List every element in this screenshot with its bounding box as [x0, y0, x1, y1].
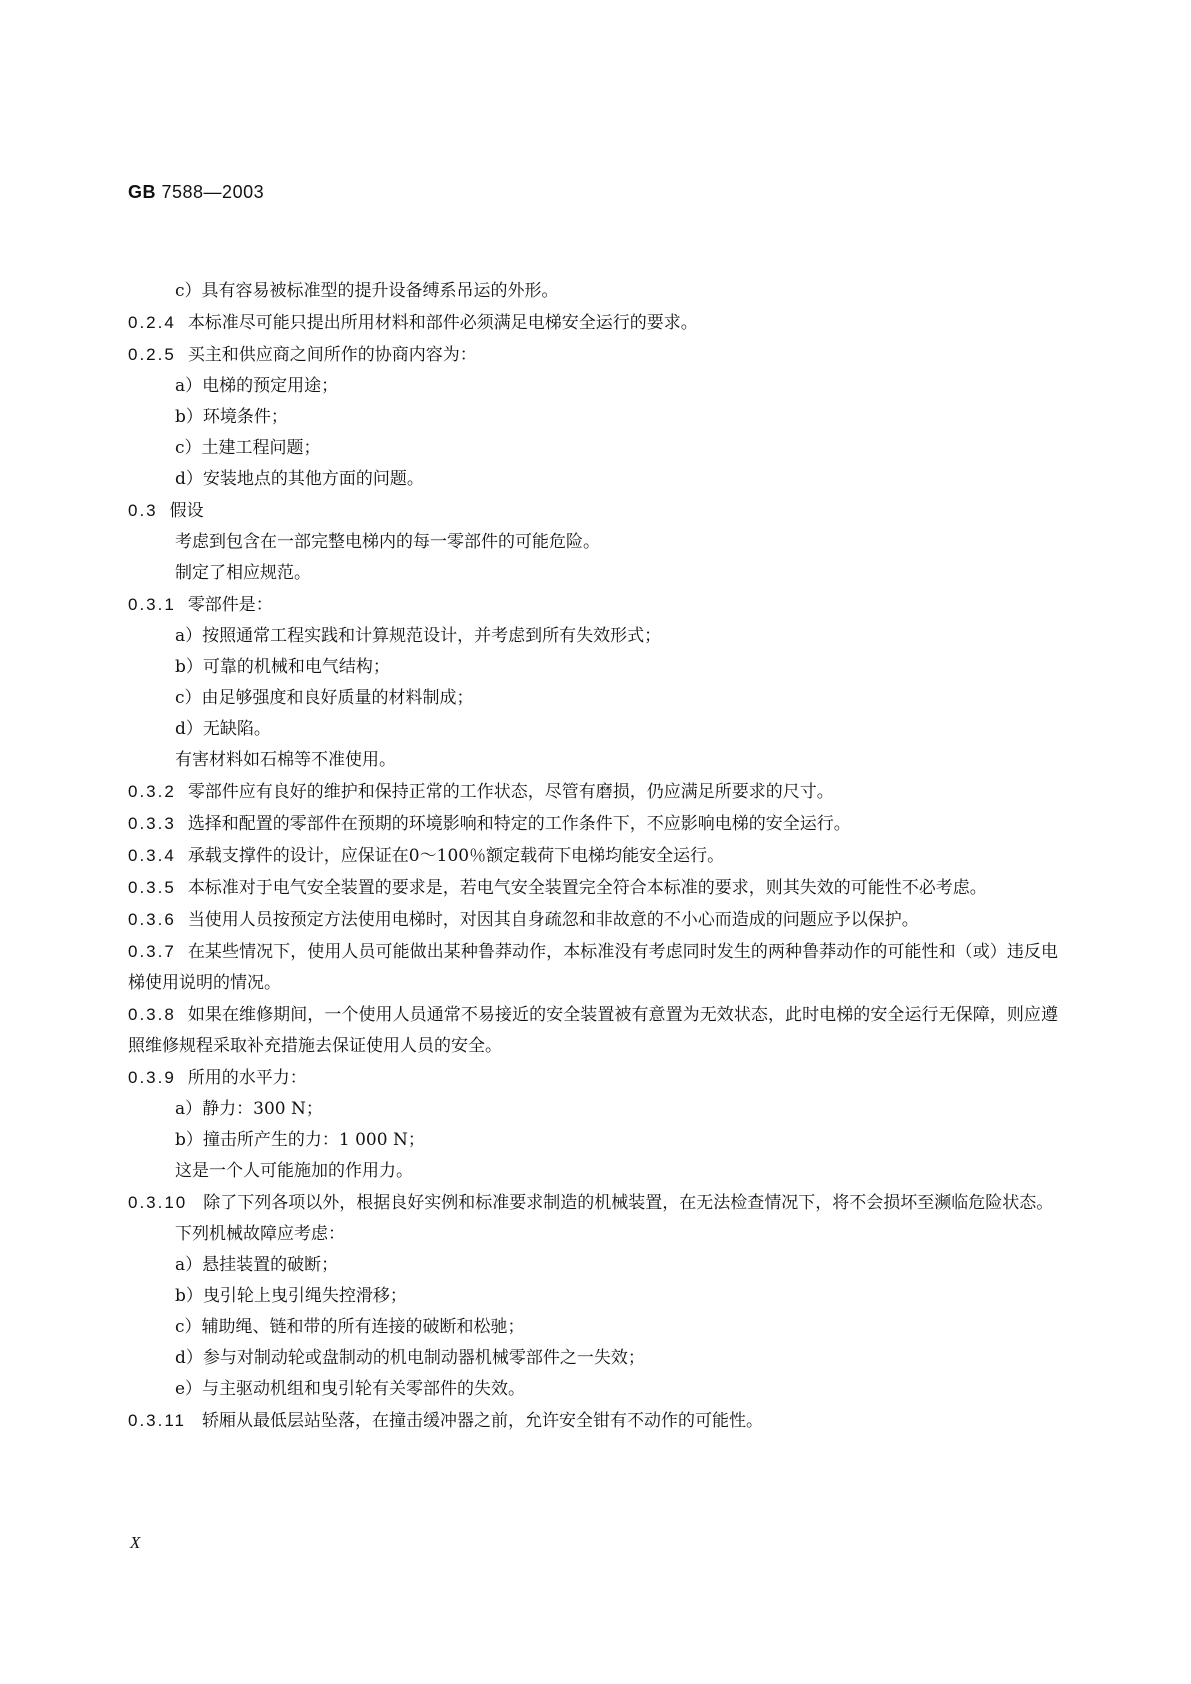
- clause-number: 0.2.4: [128, 313, 176, 332]
- clause-text: 有害材料如石棉等不准使用。: [175, 750, 396, 770]
- paragraph-line: [128, 433, 1058, 464]
- standard-code: GB: [128, 182, 156, 202]
- clause-text: a）电梯的预定用途；: [175, 376, 339, 396]
- paragraph-line: [128, 371, 1058, 402]
- clause-0-3-8: [128, 999, 1058, 1062]
- clause-0-3-9: [128, 1062, 1058, 1094]
- clause-text: c）具有容易被标准型的提升设备缚系吊运的外形。: [175, 281, 559, 301]
- paragraph-line: [128, 464, 1058, 495]
- paragraph-line: [128, 1343, 1058, 1374]
- clause-text: 选择和配置的零部件在预期的环境影响和特定的工作条件下，不应影响电梯的安全运行。: [187, 814, 851, 834]
- clause-text: a）静力：300 N；: [175, 1099, 323, 1119]
- clause-0-3-2: [128, 776, 1058, 808]
- paragraph-line: [128, 1094, 1058, 1125]
- clause-number: 0.3.6: [128, 910, 176, 929]
- clause-text: 除了下列各项以外，根据良好实例和标准要求制造的机械装置，在无法检查情况下，将不会损坏至濒临危险状态。: [203, 1193, 1054, 1213]
- paragraph-line: [128, 652, 1058, 683]
- clause-text: 如果在维修期间，一个使用人员通常不易接近的安全装置被有意置为无效状态，此时电梯的安全运行无保障，则应遵照维修规程采取补充措施去保证使用人员的安全。: [128, 1005, 1058, 1056]
- clause-text: c）由足够强度和良好质量的材料制成；: [175, 688, 474, 708]
- clause-0-3-4: [128, 840, 1058, 872]
- paragraph-line: [128, 276, 1058, 307]
- clause-0-3-11: [128, 1405, 1058, 1437]
- clause-text: d）安装地点的其他方面的问题。: [175, 469, 424, 489]
- paragraph-line: [128, 1219, 1058, 1250]
- clause-text: b）撞击所产生的力：1 000 N；: [175, 1130, 425, 1150]
- clause-number: 0.3.5: [128, 878, 176, 897]
- clause-number: 0.3.1: [128, 595, 176, 614]
- paragraph-line: [128, 621, 1058, 652]
- clause-text: 所用的水平力：: [187, 1068, 307, 1088]
- clause-text: 制定了相应规范。: [175, 563, 311, 583]
- clause-0-3-3: [128, 808, 1058, 840]
- clause-0-3: [128, 495, 1058, 527]
- clause-0-3-7: [128, 936, 1058, 999]
- clause-text: e）与主驱动机组和曳引轮有关零部件的失效。: [175, 1379, 526, 1399]
- clause-number: 0.3.10: [128, 1193, 188, 1212]
- clause-text: b）可靠的机械和电气结构；: [175, 657, 390, 677]
- clause-text: 本标准对于电气安全装置的要求是，若电气安全装置完全符合本标准的要求，则其失效的可能性不必考虑。: [187, 878, 987, 898]
- paragraph-line: [128, 745, 1058, 776]
- paragraph-line: [128, 683, 1058, 714]
- clause-text: 下列机械故障应考虑：: [175, 1224, 345, 1244]
- clause-text: 假设: [169, 501, 204, 521]
- clause-text: 零部件是：: [187, 595, 273, 615]
- clause-text: a）按照通常工程实践和计算规范设计，并考虑到所有失效形式；: [175, 626, 662, 646]
- clause-0-2-5: [128, 339, 1058, 371]
- clause-text: 当使用人员按预定方法使用电梯时，对因其自身疏忽和非故意的不小心而造成的问题应予以保护。: [187, 910, 919, 930]
- paragraph-line: [128, 1156, 1058, 1187]
- clause-text: 本标准尽可能只提出所用材料和部件必须满足电梯安全运行的要求。: [187, 313, 698, 333]
- clause-number: 0.3.11: [128, 1411, 187, 1430]
- clause-0-3-1: [128, 589, 1058, 621]
- clause-text: c）辅助绳、链和带的所有连接的破断和松驰；: [175, 1317, 525, 1337]
- paragraph-line: [128, 402, 1058, 433]
- clause-text: 这是一个人可能施加的作用力。: [175, 1161, 413, 1181]
- paragraph-line: [128, 1312, 1058, 1343]
- clause-number: 0.3.4: [128, 846, 176, 865]
- clause-text: 买主和供应商之间所作的协商内容为：: [187, 345, 477, 365]
- clause-text: 在某些情况下，使用人员可能做出某种鲁莽动作，本标准没有考虑同时发生的两种鲁莽动作的可能性和（或）违反电梯使用说明的情况。: [128, 942, 1058, 993]
- clause-text: 零部件应有良好的维护和保持正常的工作状态，尽管有磨损，仍应满足所要求的尺寸。: [187, 782, 834, 802]
- clause-text: 轿厢从最低层站坠落，在撞击缓冲器之前，允许安全钳有不动作的可能性。: [202, 1411, 764, 1431]
- document-header: [128, 182, 264, 203]
- clause-text: 考虑到包含在一部完整电梯内的每一零部件的可能危险。: [175, 532, 600, 552]
- clause-number: 0.3.3: [128, 814, 176, 833]
- clause-text: d）参与对制动轮或盘制动的机电制动器机械零部件之一失效；: [175, 1348, 645, 1368]
- page-number: X: [130, 1533, 141, 1552]
- paragraph-line: [128, 714, 1058, 745]
- clause-number: 0.3.8: [128, 1005, 176, 1024]
- clause-text: b）曳引轮上曳引绳失控滑移；: [175, 1286, 407, 1306]
- paragraph-line: [128, 1125, 1058, 1156]
- clause-0-2-4: [128, 307, 1058, 339]
- clause-0-3-10: [128, 1187, 1058, 1219]
- clause-text: c）土建工程问题；: [175, 438, 321, 458]
- clause-text: b）环境条件；: [175, 407, 288, 427]
- clause-number: 0.3.2: [128, 782, 176, 801]
- clause-number: 0.2.5: [128, 345, 176, 364]
- clause-0-3-6: [128, 904, 1058, 936]
- standard-number: 7588—2003: [161, 182, 265, 202]
- clause-text: d）无缺陷。: [175, 719, 271, 739]
- clause-0-3-5: [128, 872, 1058, 904]
- document-body: [128, 276, 1058, 1437]
- clause-number: 0.3.7: [128, 942, 176, 961]
- paragraph-line: [128, 558, 1058, 589]
- paragraph-line: [128, 1250, 1058, 1281]
- clause-text: a）悬挂装置的破断；: [175, 1255, 339, 1275]
- paragraph-line: [128, 527, 1058, 558]
- clause-number: 0.3: [128, 501, 158, 520]
- paragraph-line: [128, 1374, 1058, 1405]
- clause-number: 0.3.9: [128, 1068, 176, 1087]
- paragraph-line: [128, 1281, 1058, 1312]
- clause-text: 承载支撑件的设计，应保证在0～100％额定载荷下电梯均能安全运行。: [187, 846, 725, 866]
